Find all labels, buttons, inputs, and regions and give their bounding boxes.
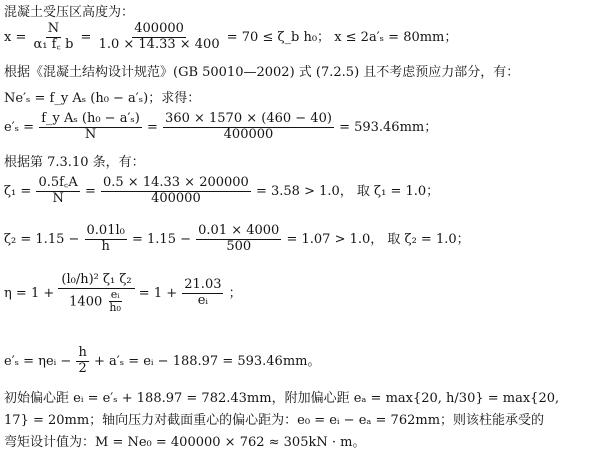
text-line-6: 根据第 7.3.10 条，有： [4,155,145,170]
equation-lhs: x = [4,29,27,45]
fraction-denominator: h₀ [109,301,121,315]
fraction [97,22,222,53]
text-line-3: 根据《混凝土结构设计规范》(GB 50010—2002) 式 (7.2.5) 且不考虑预应力部分，有： [4,65,520,80]
fraction-denominator: N [52,190,64,206]
equation-eta [4,272,242,315]
fraction-numerator: 0.5 × 14.33 × 200000 [103,175,249,190]
equation-lhs: ζ₂ = 1.15 − [4,231,80,247]
fraction-denominator: 400000 [151,190,201,206]
fraction [85,224,127,255]
fraction-numerator: (l₀/h)² ζ₁ ζ₂ [58,272,134,289]
fraction-numerator: eᵢ [110,287,120,301]
fraction-denominator: h [101,238,110,254]
text-line-4: Ne′ₛ = f_y Aₛ (h₀ − a′ₛ)；求得： [4,91,201,106]
equation-result: = 70 ≤ ζ_b h₀； x ≤ 2a′ₛ = 80mm； [226,29,458,45]
fraction [101,176,251,207]
equation-result: = 593.46mm； [339,119,438,135]
fraction-denominator: N [84,126,97,142]
fraction-denominator: 400000 [223,126,274,142]
fraction-denominator: 1.0 × 14.33 × 400 [98,36,220,52]
denominator-coefficient: 1400 [69,294,103,310]
equals-sign: = 1.15 − [132,231,191,247]
fraction [182,278,223,309]
equals-sign: = [147,119,158,135]
equation-result: + a′ₛ = eᵢ − 188.97 = 593.46mm。 [93,353,321,369]
equation-lhs: ζ₁ = [4,183,32,199]
fraction-numerator: 0.01l₀ [86,223,125,238]
fraction [76,346,88,377]
equation-x [4,22,457,53]
text-line-12: 17} = 20mm；轴向压力对截面重心的偏心距为：e₀ = eᵢ − eₐ = 762mm；则该柱能承受的 [4,413,545,428]
fraction-numerator: h [78,345,87,360]
equation-result: ； [228,285,242,301]
fraction [107,289,123,315]
fraction-numerator: f_y Aₛ (h₀ − a′ₛ) [41,111,140,126]
fraction [39,112,142,143]
fraction [32,22,76,53]
fraction-denominator: eᵢ [197,292,209,308]
fraction-denominator: 2 [78,360,87,376]
fraction-numerator: 400000 [134,21,184,36]
fraction [163,112,334,143]
equals-sign: = [80,29,92,45]
fraction-numerator: 21.03 [184,277,222,292]
fraction-numerator: 0.01 × 4000 [198,223,280,238]
fraction-denominator: 500 [226,238,252,254]
fraction-denominator [66,289,127,315]
equation-zeta2 [4,224,470,255]
fraction-numerator: 360 × 1570 × (460 − 40) [165,111,332,126]
fraction-numerator: 0.5f꜀A [38,175,78,190]
equals-sign: = 1 + [138,285,178,301]
text-line-11: 初始偏心距 eᵢ = e′ₛ + 188.97 = 782.43mm，附加偏心距 eₐ = max{20, h/30} = max{20, [4,391,560,406]
text-line-1: 混凝土受压区高度为： [4,5,135,20]
fraction [58,272,134,315]
text-line-13: 弯矩设计值为：M = Ne₀ = 400000 × 762 ≈ 305kN · m。 [4,435,366,450]
equals-sign: = [84,183,96,199]
equation-result: = 1.07 > 1.0， 取 ζ₂ = 1.0； [286,231,470,247]
fraction [36,176,79,207]
equation-lhs: η = 1 + [4,285,55,301]
fraction-denominator: α₁ f꜀ b [33,36,74,52]
equation-zeta1 [4,176,439,207]
equation-lhs: e′ₛ = ηeᵢ − [4,353,72,369]
equation-lhs: e′ₛ = [4,119,35,135]
equation-result: = 3.58 > 1.0， 取 ζ₁ = 1.0； [255,183,440,199]
equation-es-final [4,346,321,377]
fraction [196,224,281,255]
equation-es [4,112,437,143]
fraction-numerator: N [47,21,60,36]
